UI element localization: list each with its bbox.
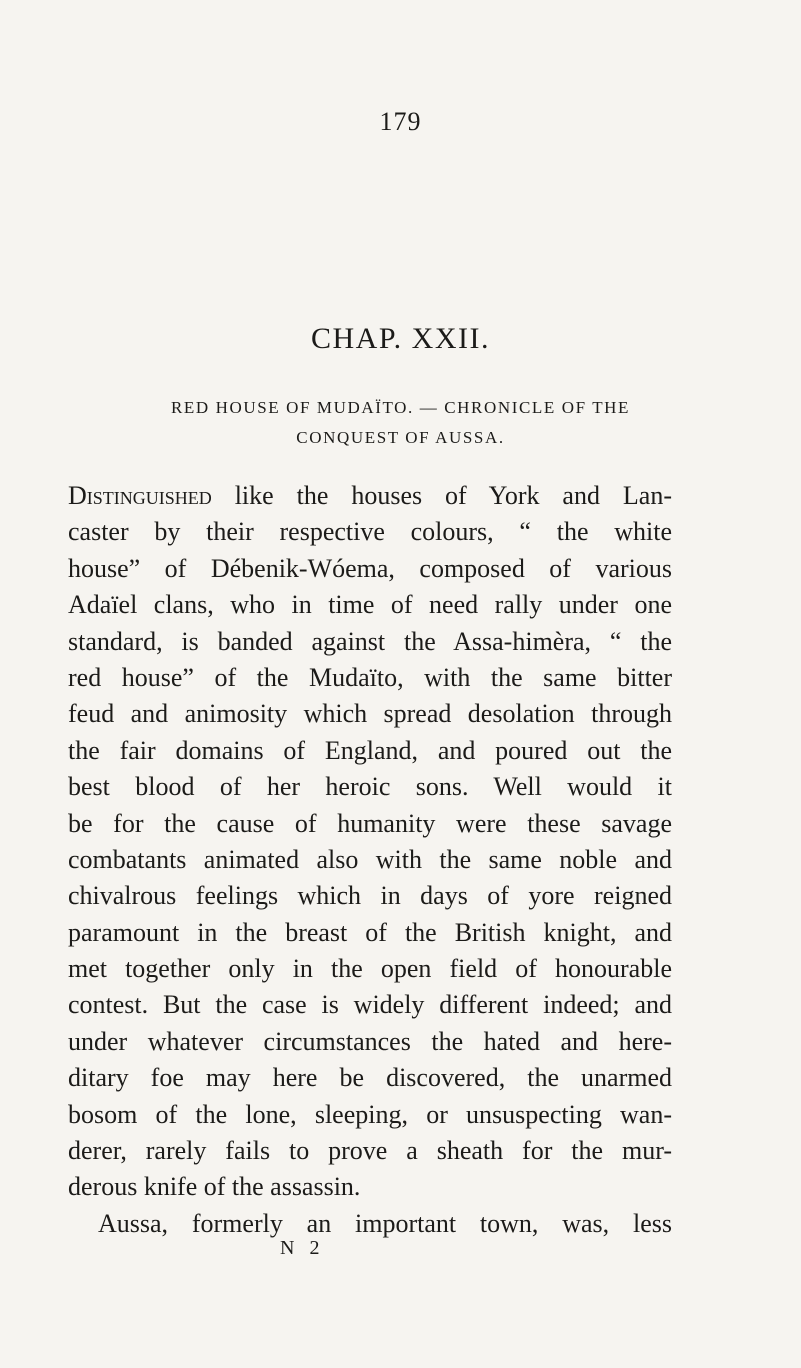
body-text [68,478,672,1242]
body-line: bosom of the lone, sleeping, or unsuspecting wan- [68,1099,672,1129]
body-line: paramount in the breast of the British knight, and [68,917,672,947]
body-line: the fair domains of England, and poured out the [68,735,672,765]
body-line: chivalrous feelings which in days of yore reigned [68,881,672,911]
body-line: met together only in the open field of honourable [68,954,672,984]
chapter-subtitle-line-1: RED HOUSE OF MUDAÏTO. — CHRONICLE OF THE [170,398,631,417]
body-line: Adaïel clans, who in time of need rally under one [68,590,672,620]
second-paragraph-line: Aussa, formerly an important town, was, less [98,1208,672,1238]
body-line: ditary foe may here be discovered, the unarmed [68,1063,672,1093]
body-line: under whatever circumstances the hated and here- [68,1026,672,1056]
body-line: combatants animated also with the same noble and [68,844,672,874]
chapter-title: CHAP. XXII. [310,322,490,355]
body-line: best blood of her heroic sons. Well would it [68,772,672,802]
body-line: red house” of the Mudaïto, with the same bitter [68,662,672,692]
body-line-1 [68,478,672,514]
body-line: contest. But the case is widely different indeed; and [68,990,672,1020]
body-line: derous knife of the assassin. [68,1172,361,1202]
chapter-subtitle-line-2: CONQUEST OF AUSSA. [296,428,505,447]
first-line-rest: like the houses of York and Lan- [211,481,672,510]
body-line: feud and animosity which spread desolation through [68,699,672,729]
drop-word: Distinguished [68,481,212,510]
body-line: be for the cause of humanity were these savage [68,808,672,838]
page-number: 179 [379,107,422,136]
body-line: derer, rarely fails to prove a sheath for the mur- [68,1136,672,1166]
signature-mark: N 2 [280,1237,325,1259]
body-line: caster by their respective colours, “ the white [68,517,672,547]
body-line: house” of Débenik-Wóema, composed of various [68,553,672,583]
body-line: standard, is banded against the Assa-himèra, “ the [68,626,672,656]
